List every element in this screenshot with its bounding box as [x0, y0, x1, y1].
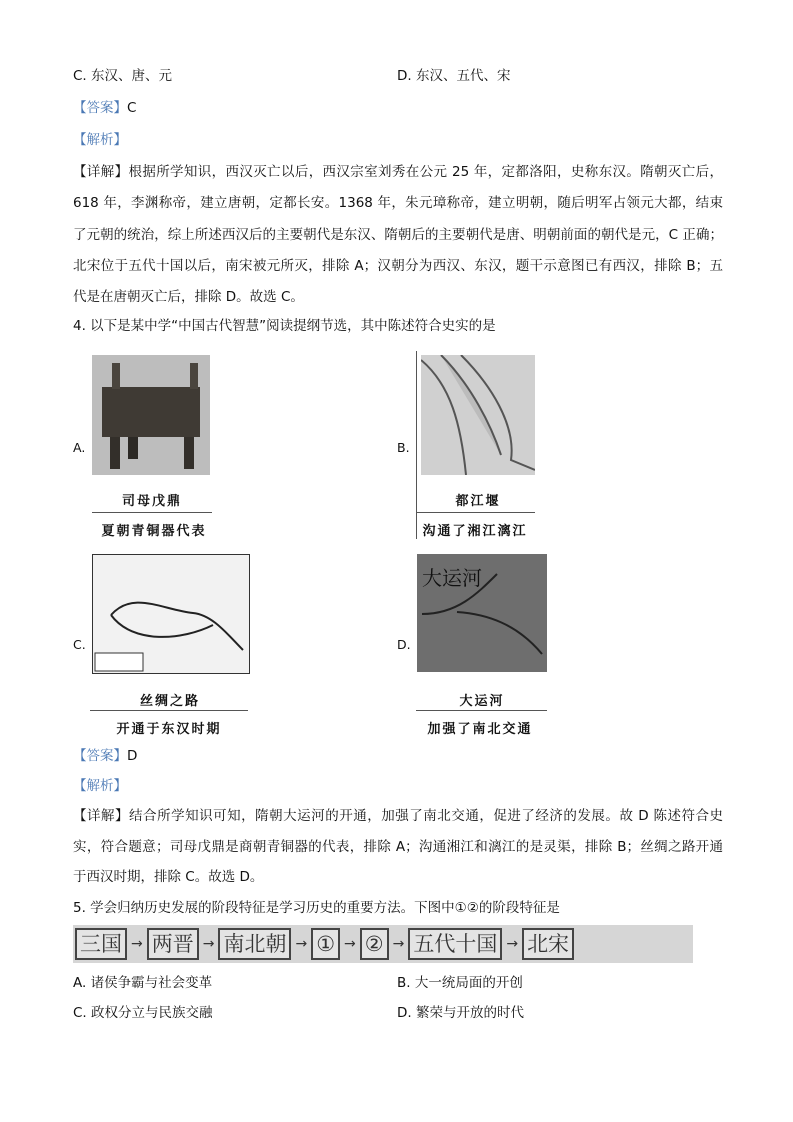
q4-option-c-title: 丝绸之路	[139, 694, 200, 709]
q3-analysis-label: 【解析】	[73, 132, 127, 148]
flow-step: 南北朝	[218, 928, 291, 960]
answer-label: 【答案】	[73, 748, 127, 764]
q3-detail-line: 北宋位于五代十国以后，南宋被元所灭，排除 A；汉朝分为西汉、东汉，题干示意图已有西汉，排除 B；五	[73, 258, 723, 274]
ding-photo	[92, 355, 210, 475]
q4-question: 4. 以下是某中学“中国古代智慧”阅读提纲节选，其中陈述符合史实的是	[73, 318, 496, 334]
answer-value: C	[127, 100, 137, 116]
q5-question: 5. 学会归纳历史发展的阶段特征是学习历史的重要方法。下图中①②的阶段特征是	[73, 900, 560, 916]
q4-answer	[73, 747, 723, 765]
q4-option-a-letter: A.	[73, 440, 86, 455]
q4-option-b-desc: 沟通了湘江漓江	[422, 524, 528, 539]
q3-detail-line: 618 年，李渊称帝，建立唐朝，定都长安。1368 年，朱元璋称帝，建立明朝，随后明军占领元大都，结束	[73, 195, 723, 211]
arrow-icon: →	[295, 936, 308, 952]
q5-option-b: B. 大一统局面的开创	[397, 975, 523, 991]
flow-step: 三国	[75, 928, 127, 960]
q4-option-d-title: 大运河	[459, 694, 505, 709]
q4-detail-line: 实，符合题意；司母戊鼎是商朝青铜器的代表，排除 A；沟通湘江和漓江的是灵渠，排除 B；丝绸之路开通	[73, 839, 723, 855]
q4-detail-line: 于西汉时期，排除 C。故选 D。	[73, 869, 264, 885]
silk-road-map	[92, 554, 250, 674]
q3-option-c: C. 东汉、唐、元	[73, 68, 173, 84]
q3-detail-line	[73, 163, 723, 181]
q4-option-b-title: 都江堰	[455, 494, 501, 509]
q4-option-c-desc: 开通于东汉时期	[116, 722, 222, 737]
q4-detail-line	[73, 807, 723, 825]
q3-option-d: D. 东汉、五代、宋	[397, 68, 511, 84]
q3-detail-line: 了元朝的统治，综上所述西汉后的主要朝代是东汉、隋朝后的主要朝代是唐、明朝前面的朝代是元，C 正确；	[73, 227, 723, 243]
dynasty-flow-diagram	[73, 925, 693, 963]
flow-step: 两晋	[147, 928, 199, 960]
arrow-icon: →	[506, 936, 519, 952]
grand-canal-map	[417, 554, 547, 672]
flow-step: ①	[311, 928, 340, 960]
q4-option-b-letter: B.	[397, 440, 410, 455]
q3-detail-line: 代是在唐朝灭亡后，排除 D。故选 C。	[73, 289, 304, 305]
q5-option-c: C. 政权分立与民族交融	[73, 1005, 213, 1021]
q4-option-a-desc: 夏朝青铜器代表	[101, 524, 207, 539]
q4-analysis-label: 【解析】	[73, 778, 127, 794]
detail-label: 【详解】	[73, 808, 130, 824]
arrow-icon: →	[392, 936, 405, 952]
q3-answer	[73, 99, 723, 117]
q4-option-d-letter: D.	[397, 637, 411, 652]
dujiangyan-map	[421, 355, 535, 475]
q4-option-a-title: 司母戊鼎	[121, 494, 182, 509]
detail-label: 【详解】	[73, 164, 129, 180]
q5-option-d: D. 繁荣与开放的时代	[397, 1005, 524, 1021]
answer-label: 【答案】	[73, 100, 127, 116]
q4-option-c-letter: C.	[73, 637, 86, 652]
flow-step: ②	[360, 928, 389, 960]
flow-step: 五代十国	[408, 928, 502, 960]
flow-step: 北宋	[522, 928, 574, 960]
arrow-icon: →	[344, 936, 356, 952]
q4-option-d-desc: 加强了南北交通	[427, 722, 533, 737]
detail-text: 根据所学知识，西汉灭亡以后，西汉宗室刘秀在公元 25 年，定都洛阳，史称东汉。隋朝灭亡后，	[128, 164, 724, 180]
q5-option-a: A. 诸侯争霸与社会变革	[73, 975, 213, 991]
detail-text: 结合所学知识可知，隋朝大运河的开通，加强了南北交通，促进了经济的发展。故 D 陈述符合史	[129, 808, 723, 824]
map-title: 大运河	[422, 566, 482, 590]
arrow-icon: →	[202, 936, 215, 952]
answer-value: D	[127, 748, 138, 764]
arrow-icon: →	[131, 936, 143, 952]
